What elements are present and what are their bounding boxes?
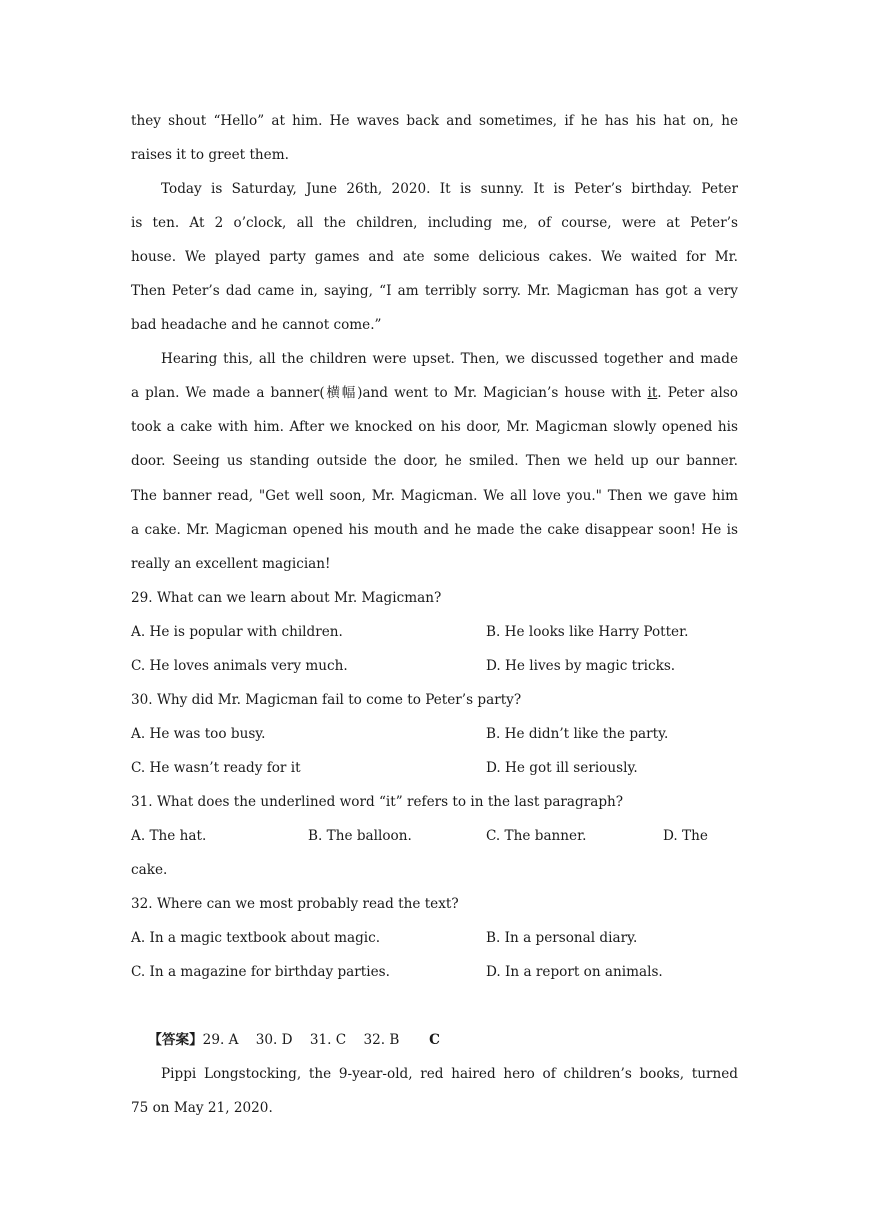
option-c: C. In a magazine for birthday parties. (131, 964, 390, 981)
answer-values: 29. A 30. D 31. C 32. B (202, 1032, 400, 1049)
question-30-options-cd (131, 751, 738, 785)
option-d: D. The (663, 827, 708, 844)
option-a: A. He is popular with children. (131, 623, 343, 640)
option-d: D. He got ill seriously. (486, 759, 638, 776)
question-30-stem: 30. Why did Mr. Magicman fail to come to Peter’s party? (131, 691, 522, 708)
passage-line: bad headache and he cannot come.” (131, 317, 382, 334)
question-32-options-ab (131, 921, 738, 955)
passage-line: a cake. Mr. Magicman opened his mouth and he made the cake disappear soon! He is (131, 521, 738, 538)
option-b: B. He didn’t like the party. (486, 725, 669, 742)
option-c: C. The banner. (486, 827, 587, 844)
passage-text: a plan. We made a banner(横幅)and went to Mr. Magician’s house with (131, 385, 648, 402)
passage-line: house. We played party games and ate some delicious cakes. We waited for Mr. (131, 249, 738, 266)
passage-line: is ten. At 2 o’clock, all the children, including me, of course, were at Peter’s (131, 215, 738, 232)
passage-line: Pippi Longstocking, the 9-year-old, red haired hero of children’s books, turned (161, 1066, 738, 1083)
passage-line: Then Peter’s dad came in, saying, “I am terribly sorry. Mr. Magicman has got a very (131, 283, 738, 300)
passage-line: raises it to greet them. (131, 147, 289, 164)
question-32-stem: 32. Where can we most probably read the text? (131, 896, 459, 913)
option-b: B. The balloon. (308, 827, 412, 844)
passage-line: Today is Saturday, June 26th, 2020. It is sunny. It is Peter’s birthday. Peter (161, 181, 738, 198)
answer-key (131, 989, 738, 1049)
question-31-option-d-continued: cake. (131, 862, 168, 879)
question-29-options-cd (131, 649, 738, 683)
passage-line: they shout “Hello” at him. He waves back and sometimes, if he has his hat on, he (131, 113, 738, 129)
option-a: A. The hat. (131, 827, 207, 844)
question-30-options-ab (131, 717, 738, 751)
question-29-stem: 29. What can we learn about Mr. Magicman? (131, 589, 442, 606)
passage-line-banner (131, 376, 738, 410)
section-heading: C (429, 1032, 440, 1049)
document-page (131, 104, 738, 1125)
question-29-options-ab (131, 615, 738, 649)
answer-label: 【答案】 (148, 1032, 203, 1049)
option-a: A. In a magic textbook about magic. (131, 930, 381, 947)
question-31-stem: 31. What does the underlined word “it” refers to in the last paragraph? (131, 793, 624, 810)
passage-line: The banner read, "Get well soon, Mr. Magicman. We all love you." Then we gave him (131, 487, 738, 504)
option-d: D. He lives by magic tricks. (486, 657, 676, 674)
passage-line: really an excellent magician! (131, 555, 331, 572)
option-c: C. He loves animals very much. (131, 657, 348, 674)
question-31-options (131, 819, 738, 853)
option-b: B. In a personal diary. (486, 930, 638, 947)
passage-line: took a cake with him. After we knocked on his door, Mr. Magicman slowly opened his (131, 419, 738, 436)
passage-text: . Peter also (657, 385, 738, 402)
option-b: B. He looks like Harry Potter. (486, 623, 689, 640)
option-c: C. He wasn’t ready for it (131, 759, 301, 776)
underlined-word-it: it (647, 385, 658, 402)
passage-line: Hearing this, all the children were upset. Then, we discussed together and made (161, 351, 738, 368)
passage-line: door. Seeing us standing outside the door, he smiled. Then we held up our banner. (131, 453, 738, 470)
question-32-options-cd (131, 955, 738, 989)
passage-line: 75 on May 21, 2020. (131, 1100, 273, 1117)
option-a: A. He was too busy. (131, 725, 266, 742)
option-d: D. In a report on animals. (486, 964, 663, 981)
